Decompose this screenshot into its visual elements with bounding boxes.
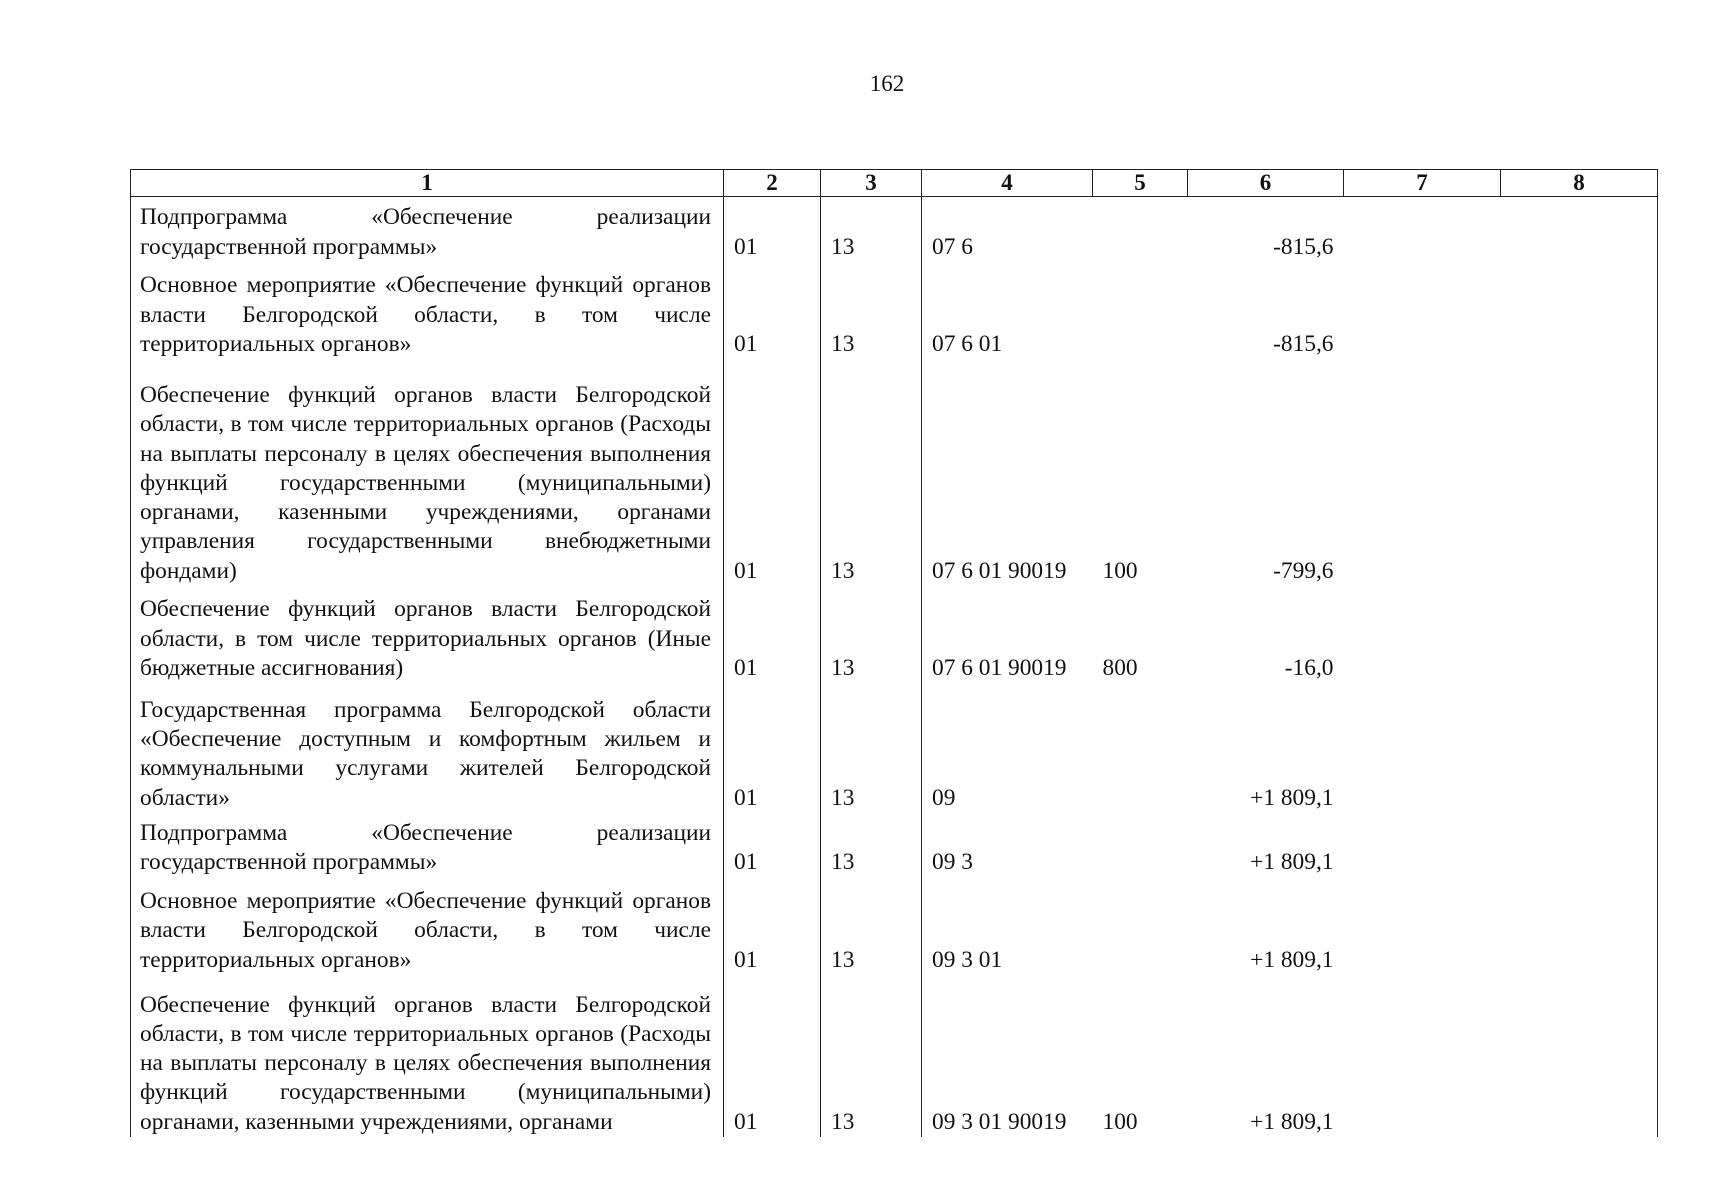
table-row <box>131 262 1658 359</box>
row-col-8 <box>1501 683 1658 813</box>
row-description: Основное мероприятие «Обеспечение функций органов власти Белгородской области, в том числе территориальных органов» <box>131 878 724 975</box>
row-section-code: 01 <box>724 813 821 878</box>
row-col-7 <box>1344 813 1501 878</box>
row-col-7 <box>1344 683 1501 813</box>
header-col-4: 4 <box>922 170 1093 197</box>
row-description: Государственная программа Белгородской области «Обеспечение доступным и комфортным жильем и коммунальными услугами жителей Белгородской области» <box>131 683 724 813</box>
row-section-code: 01 <box>724 878 821 975</box>
header-col-7: 7 <box>1344 170 1501 197</box>
header-col-6: 6 <box>1188 170 1344 197</box>
header-col-2: 2 <box>724 170 821 197</box>
row-target-code: 07 6 01 <box>922 262 1093 359</box>
page-number: 162 <box>869 71 905 96</box>
table-row <box>131 359 1658 586</box>
row-col-7 <box>1344 197 1501 262</box>
table-row <box>131 683 1658 813</box>
row-target-code: 07 6 <box>922 197 1093 262</box>
row-col-8 <box>1501 197 1658 262</box>
row-description: Обеспечение функций органов власти Белгородской области, в том числе территориальных органов (Иные бюджетные ассигнования) <box>131 586 724 683</box>
row-target-code: 09 <box>922 683 1093 813</box>
row-expense-type <box>1093 878 1188 975</box>
row-subsection-code: 13 <box>821 813 922 878</box>
table-row <box>131 197 1658 262</box>
row-description: Подпрограмма «Обеспечение реализации государственной программы» <box>131 197 724 262</box>
budget-table <box>130 169 1658 1137</box>
row-target-code: 09 3 01 <box>922 878 1093 975</box>
row-expense-type <box>1093 813 1188 878</box>
row-col-8 <box>1501 975 1658 1137</box>
row-amount: +1 809,1 <box>1250 849 1334 876</box>
row-subsection-code: 13 <box>821 878 922 975</box>
row-section-code: 01 <box>724 197 821 262</box>
row-section-code: 01 <box>724 586 821 683</box>
row-target-code: 09 3 01 90019 <box>922 975 1093 1137</box>
table-row <box>131 878 1658 975</box>
row-expense-type: 100 <box>1102 557 1138 584</box>
row-expense-type: 800 <box>1102 654 1138 681</box>
row-amount: +1 809,1 <box>1250 1108 1334 1135</box>
row-section-code: 01 <box>724 975 821 1137</box>
row-col-7 <box>1344 586 1501 683</box>
row-col-7 <box>1344 359 1501 586</box>
header-col-5: 5 <box>1093 170 1188 197</box>
row-amount: +1 809,1 <box>1250 784 1334 811</box>
row-amount: -815,6 <box>1273 233 1334 260</box>
table-body <box>131 197 1658 1138</box>
row-amount: -16,0 <box>1284 654 1334 681</box>
table-row <box>131 813 1658 878</box>
header-col-3: 3 <box>821 170 922 197</box>
row-description: Основное мероприятие «Обеспечение функций органов власти Белгородской области, в том числе территориальных органов» <box>131 262 724 359</box>
header-col-1: 1 <box>131 170 724 197</box>
table-row <box>131 975 1658 1137</box>
row-amount: +1 809,1 <box>1250 946 1334 973</box>
row-amount: -815,6 <box>1273 330 1334 357</box>
row-col-8 <box>1501 813 1658 878</box>
row-description: Подпрограмма «Обеспечение реализации государственной программы» <box>131 813 724 878</box>
row-subsection-code: 13 <box>821 262 922 359</box>
row-col-8 <box>1501 262 1658 359</box>
row-subsection-code: 13 <box>821 359 922 586</box>
row-target-code: 07 6 01 90019 <box>922 359 1093 586</box>
row-expense-type <box>1093 262 1188 359</box>
row-expense-type <box>1093 197 1188 262</box>
row-section-code: 01 <box>724 683 821 813</box>
table-header <box>131 170 1658 197</box>
header-col-8: 8 <box>1501 170 1658 197</box>
row-col-7 <box>1344 262 1501 359</box>
row-expense-type: 100 <box>1102 1108 1138 1135</box>
row-target-code: 09 3 <box>922 813 1093 878</box>
row-target-code: 07 6 01 90019 <box>922 586 1093 683</box>
row-col-8 <box>1501 586 1658 683</box>
row-col-7 <box>1344 975 1501 1137</box>
row-section-code: 01 <box>724 262 821 359</box>
row-subsection-code: 13 <box>821 975 922 1137</box>
header-row <box>131 170 1658 197</box>
row-description: Обеспечение функций органов власти Белгородской области, в том числе территориальных органов (Расходы на выплаты персоналу в целях обеспечения выполнения функций государственными (муниципальными) органами, казенными учреждениями, органами <box>131 975 724 1137</box>
row-col-7 <box>1344 878 1501 975</box>
row-section-code: 01 <box>724 359 821 586</box>
row-subsection-code: 13 <box>821 683 922 813</box>
row-subsection-code: 13 <box>821 197 922 262</box>
table-row <box>131 586 1658 683</box>
row-expense-type <box>1093 683 1188 813</box>
row-col-8 <box>1501 878 1658 975</box>
row-subsection-code: 13 <box>821 586 922 683</box>
row-col-8 <box>1501 359 1658 586</box>
row-amount: -799,6 <box>1273 557 1334 584</box>
row-description: Обеспечение функций органов власти Белгородской области, в том числе территориальных органов (Расходы на выплаты персоналу в целях обеспечения выполнения функций государственными (муниципальными) органами, казенными учреждениями, органами управления государственными внебюджетными фондами) <box>131 359 724 586</box>
